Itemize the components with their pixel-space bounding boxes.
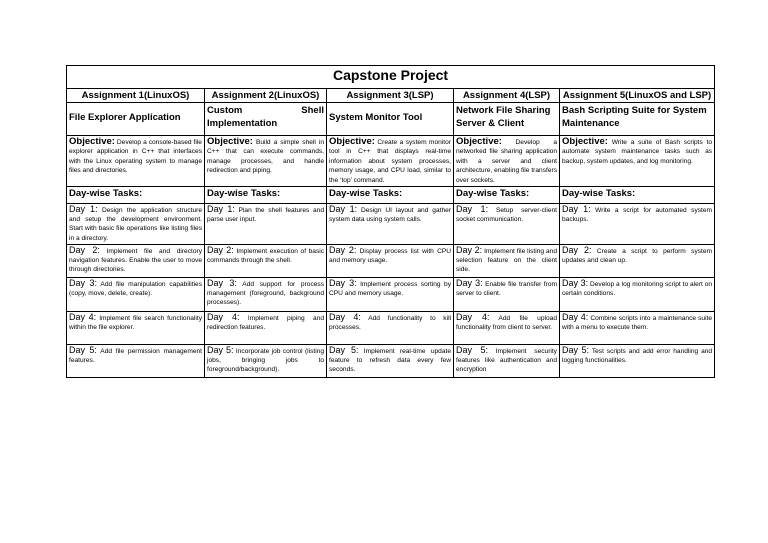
day-5-row bbox=[67, 344, 715, 377]
day-task bbox=[454, 344, 560, 377]
day-label: Day 2: bbox=[69, 244, 100, 255]
day-task bbox=[205, 344, 327, 377]
day-text: Combine scripts into a maintenance suite with a menu to execute them. bbox=[562, 314, 713, 332]
day-task bbox=[454, 204, 560, 245]
day-text: Write a script for automated system backups. bbox=[562, 207, 713, 224]
objective-text: Write a suite of Bash scripts to automate system maintenance tasks such as backup, system updates, and log monitoring. bbox=[562, 139, 713, 165]
day-task bbox=[327, 277, 454, 311]
day-task bbox=[67, 204, 205, 245]
day-text: Implement security features like authentication and encryption bbox=[456, 347, 557, 374]
day-task bbox=[67, 244, 205, 277]
assignment-4-header: Assignment 4(LSP) bbox=[454, 89, 560, 103]
objective-label: Objective: bbox=[456, 136, 502, 147]
day-label: Day 1: bbox=[207, 204, 235, 215]
day-task bbox=[327, 244, 454, 277]
day-task bbox=[205, 277, 327, 311]
day-text: Add file upload functionality from client to server. bbox=[456, 314, 557, 332]
assignment-3-name: System Monitor Tool bbox=[327, 103, 454, 136]
day-task bbox=[205, 244, 327, 277]
daywise-label: Day-wise Tasks: bbox=[560, 187, 715, 204]
daywise-label: Day-wise Tasks: bbox=[327, 187, 454, 204]
day-text: Implement file search functionality within the file explorer. bbox=[69, 314, 202, 332]
objective-label: Objective: bbox=[207, 136, 253, 147]
day-text: Setup server-client socket communication. bbox=[456, 207, 557, 224]
day-text: Implement file listing and selection feature on the client side. bbox=[456, 247, 557, 274]
day-1-row bbox=[67, 204, 715, 245]
day-label: Day 5: bbox=[69, 344, 97, 355]
day-task bbox=[205, 204, 327, 245]
assignment-2-name: Custom Shell Implementation bbox=[205, 103, 327, 136]
objective-label: Objective: bbox=[562, 136, 608, 147]
day-label: Day 5: bbox=[456, 344, 488, 355]
day-label: Day 4: bbox=[207, 311, 240, 322]
day-label: Day 4: bbox=[456, 311, 490, 322]
assignment-2-objective bbox=[205, 136, 327, 187]
assignment-2-header: Assignment 2(LinuxOS) bbox=[205, 89, 327, 103]
day-label: Day 5: bbox=[207, 344, 234, 355]
assignment-5-objective bbox=[560, 136, 715, 187]
day-label: Day 4: bbox=[329, 311, 361, 322]
day-task bbox=[454, 311, 560, 344]
day-text: Add file manipulation capabilities (copy, move, delete, create). bbox=[69, 280, 202, 298]
day-label: Day 1: bbox=[562, 204, 591, 215]
day-4-row bbox=[67, 311, 715, 344]
day-label: Day 1: bbox=[69, 204, 98, 215]
daywise-label: Day-wise Tasks: bbox=[205, 187, 327, 204]
objective-text: Develop a networked file sharing application with a server and client architecture, enabling file transfers over sockets. bbox=[456, 139, 557, 184]
day-task bbox=[67, 277, 205, 311]
day-task bbox=[454, 277, 560, 311]
day-label: Day 4: bbox=[562, 311, 589, 322]
day-task bbox=[67, 344, 205, 377]
header-row bbox=[67, 89, 715, 103]
assignment-5-header: Assignment 5(LinuxOS and LSP) bbox=[560, 89, 715, 103]
day-label: Day 1: bbox=[456, 204, 489, 215]
day-text: Display process list with CPU and memory usage. bbox=[329, 247, 451, 265]
day-task bbox=[560, 204, 715, 245]
day-task bbox=[327, 344, 454, 377]
day-task bbox=[560, 244, 715, 277]
daywise-label: Day-wise Tasks: bbox=[454, 187, 560, 204]
objective-label: Objective: bbox=[69, 136, 115, 147]
assignment-3-objective bbox=[327, 136, 454, 187]
project-name-row bbox=[67, 103, 715, 136]
day-task bbox=[560, 277, 715, 311]
day-text: Add file permission management features. bbox=[69, 347, 203, 365]
assignment-4-name: Network File Sharing Server & Client bbox=[454, 103, 560, 136]
day-task bbox=[67, 311, 205, 344]
day-text: Incorporate job control (listing jobs, bringing jobs to foreground/background). bbox=[207, 347, 325, 374]
objective-label: Objective: bbox=[329, 136, 375, 147]
day-task bbox=[560, 344, 715, 377]
day-text: Implement piping and redirection features. bbox=[207, 314, 324, 332]
day-task bbox=[454, 244, 560, 277]
daywise-row bbox=[67, 187, 715, 204]
day-task bbox=[205, 311, 327, 344]
assignment-5-name: Bash Scripting Suite for System Maintenance bbox=[560, 103, 715, 136]
day-2-row bbox=[67, 244, 715, 277]
day-label: Day 3: bbox=[69, 277, 97, 288]
day-task bbox=[327, 204, 454, 245]
day-label: Day 3: bbox=[207, 277, 237, 288]
day-text: Add functionality to kill processes. bbox=[329, 314, 452, 332]
day-text: Create a script to perform system updates and clean up. bbox=[562, 247, 713, 265]
day-text: Implement execution of basic commands through the shell. bbox=[207, 247, 324, 265]
objective-text: Develop a console-based file explorer application in C++ that interfaces with the Linux operating system to manage files and directories. bbox=[69, 139, 202, 175]
day-text: Enable file transfer from server to client. bbox=[456, 280, 557, 298]
assignment-1-name: File Explorer Application bbox=[67, 103, 205, 136]
day-text: Test scripts and add error handling and logging functionalities. bbox=[562, 347, 713, 365]
day-text: Implement process sorting by CPU and memory usage. bbox=[329, 280, 451, 298]
assignment-1-objective bbox=[67, 136, 205, 187]
day-task bbox=[327, 311, 454, 344]
day-label: Day 3: bbox=[329, 277, 357, 288]
day-label: Day 4: bbox=[69, 311, 97, 322]
day-label: Day 2: bbox=[456, 244, 483, 255]
day-text: Design UI layout and gather system data using system calls. bbox=[329, 207, 451, 224]
objective-row bbox=[67, 136, 715, 187]
day-label: Day 5: bbox=[329, 344, 359, 355]
day-label: Day 3: bbox=[562, 277, 589, 288]
day-label: Day 2: bbox=[562, 244, 592, 255]
objective-text: Create a system monitor tool in C++ that displays real-time information about system processes, memory usage, and CPU load, similar to the ‘top’ command. bbox=[329, 139, 451, 184]
day-text: Design the application structure and setup the development environment. Start with basic file operations like listing files in a directory. bbox=[69, 207, 202, 242]
assignment-1-header: Assignment 1(LinuxOS) bbox=[67, 89, 205, 103]
day-text: Implement real-time update feature to refresh data every few seconds. bbox=[329, 347, 451, 374]
day-label: Day 5: bbox=[562, 344, 590, 355]
daywise-label: Day-wise Tasks: bbox=[67, 187, 205, 204]
day-3-row bbox=[67, 277, 715, 311]
document-title: Capstone Project bbox=[67, 66, 715, 89]
day-text: Plan the shell features and parse user input. bbox=[207, 207, 324, 224]
day-text: Develop a log monitoring script to alert on certain conditions. bbox=[562, 280, 713, 298]
day-label: Day 2: bbox=[329, 244, 357, 255]
day-label: Day 1: bbox=[329, 204, 358, 215]
day-label: Day 2: bbox=[207, 244, 234, 255]
assignment-4-objective bbox=[454, 136, 560, 187]
capstone-table bbox=[66, 65, 715, 378]
day-text: Add support for process management (foreground, background processes). bbox=[207, 280, 325, 307]
day-task bbox=[560, 311, 715, 344]
capstone-document bbox=[66, 65, 714, 378]
objective-text: Build a simple shell in C++ that can execute commands, manage processes, and handle redirection and piping. bbox=[207, 139, 324, 175]
assignment-3-header: Assignment 3(LSP) bbox=[327, 89, 454, 103]
day-label: Day 3: bbox=[456, 277, 483, 288]
day-text: Implement file and directory navigation features. Enable the user to move through directories. bbox=[69, 247, 202, 274]
